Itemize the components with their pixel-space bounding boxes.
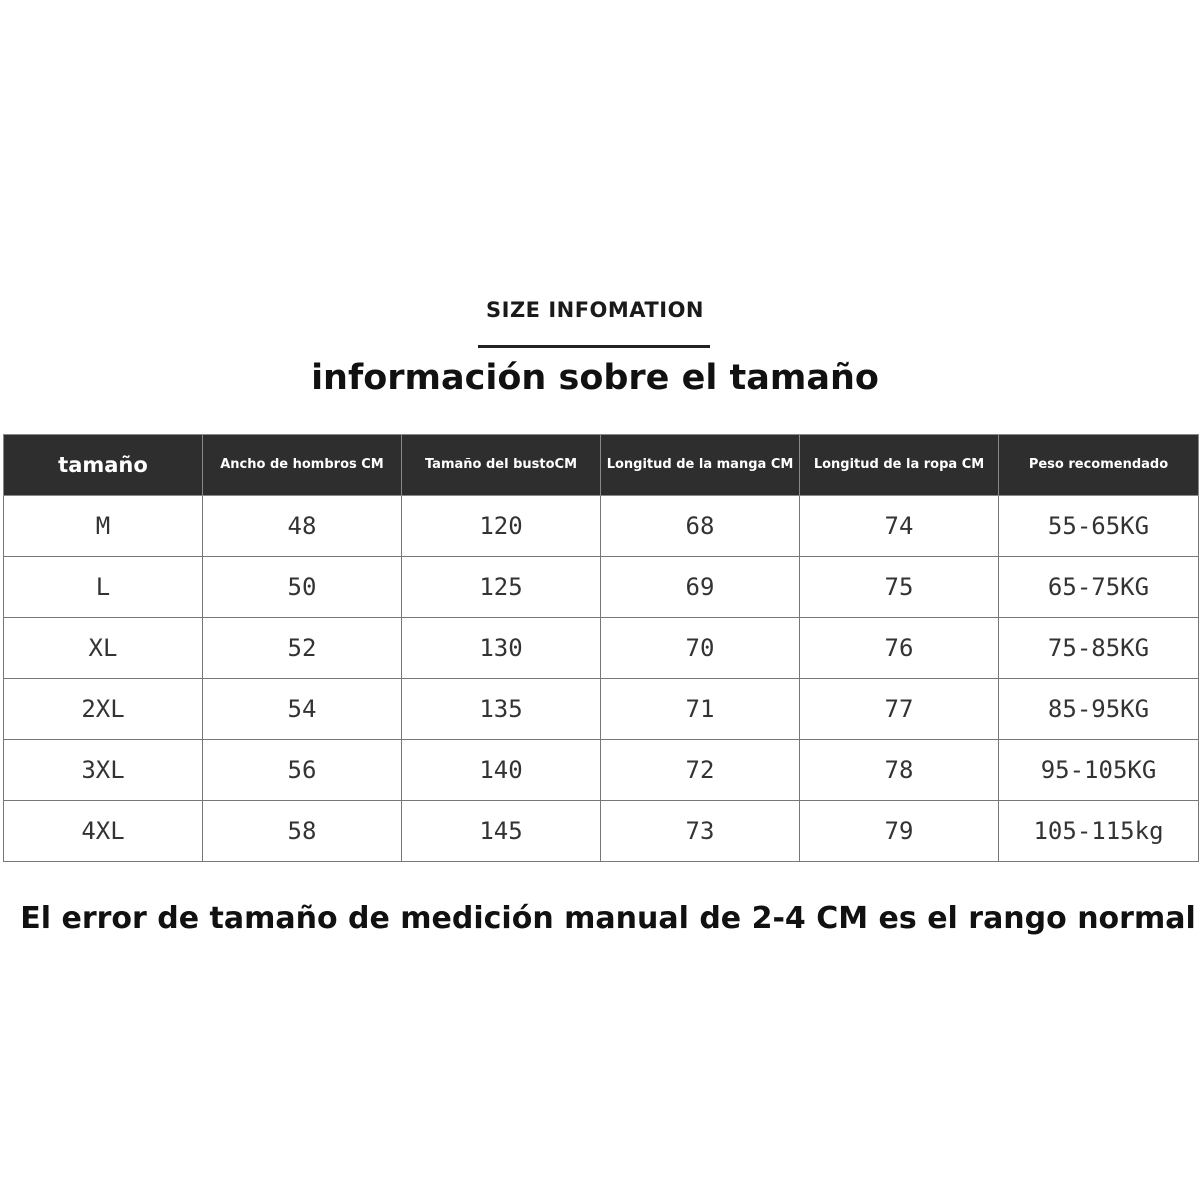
header-clothing-length: Longitud de la ropa CM xyxy=(800,435,999,496)
cell-length: 75 xyxy=(800,557,999,618)
cell-shoulder: 52 xyxy=(203,618,402,679)
cell-shoulder: 50 xyxy=(203,557,402,618)
heading-divider xyxy=(478,345,710,348)
cell-length: 76 xyxy=(800,618,999,679)
table-row xyxy=(4,618,1199,679)
cell-size: 4XL xyxy=(4,801,203,862)
cell-length: 78 xyxy=(800,740,999,801)
cell-sleeve: 68 xyxy=(601,496,800,557)
cell-length: 74 xyxy=(800,496,999,557)
cell-sleeve: 70 xyxy=(601,618,800,679)
cell-size: L xyxy=(4,557,203,618)
size-table xyxy=(3,434,1199,862)
cell-sleeve: 73 xyxy=(601,801,800,862)
cell-bust: 135 xyxy=(402,679,601,740)
table-header-row xyxy=(4,435,1199,496)
header-size: tamaño xyxy=(4,435,203,496)
cell-sleeve: 72 xyxy=(601,740,800,801)
header-recommended-weight: Peso recomendado xyxy=(999,435,1199,496)
cell-weight: 105-115kg xyxy=(999,801,1199,862)
table-row xyxy=(4,740,1199,801)
cell-bust: 145 xyxy=(402,801,601,862)
table-row xyxy=(4,496,1199,557)
cell-size: 2XL xyxy=(4,679,203,740)
cell-size: 3XL xyxy=(4,740,203,801)
cell-weight: 95-105KG xyxy=(999,740,1199,801)
cell-weight: 75-85KG xyxy=(999,618,1199,679)
cell-shoulder: 48 xyxy=(203,496,402,557)
cell-sleeve: 71 xyxy=(601,679,800,740)
cell-bust: 130 xyxy=(402,618,601,679)
cell-bust: 120 xyxy=(402,496,601,557)
cell-bust: 125 xyxy=(402,557,601,618)
cell-length: 79 xyxy=(800,801,999,862)
cell-weight: 85-95KG xyxy=(999,679,1199,740)
cell-weight: 55-65KG xyxy=(999,496,1199,557)
cell-shoulder: 58 xyxy=(203,801,402,862)
cell-length: 77 xyxy=(800,679,999,740)
heading-english: SIZE INFOMATION xyxy=(486,298,704,322)
cell-weight: 65-75KG xyxy=(999,557,1199,618)
table-row xyxy=(4,801,1199,862)
table-row xyxy=(4,557,1199,618)
cell-size: M xyxy=(4,496,203,557)
header-shoulder-width: Ancho de hombros CM xyxy=(203,435,402,496)
header-sleeve-length: Longitud de la manga CM xyxy=(601,435,800,496)
heading-spanish: información sobre el tamaño xyxy=(311,358,879,398)
cell-bust: 140 xyxy=(402,740,601,801)
cell-shoulder: 56 xyxy=(203,740,402,801)
cell-size: XL xyxy=(4,618,203,679)
measurement-error-note: El error de tamaño de medición manual de 2-4 CM es el rango normal xyxy=(20,901,1196,936)
table-row xyxy=(4,679,1199,740)
header-bust: Tamaño del bustoCM xyxy=(402,435,601,496)
cell-shoulder: 54 xyxy=(203,679,402,740)
cell-sleeve: 69 xyxy=(601,557,800,618)
